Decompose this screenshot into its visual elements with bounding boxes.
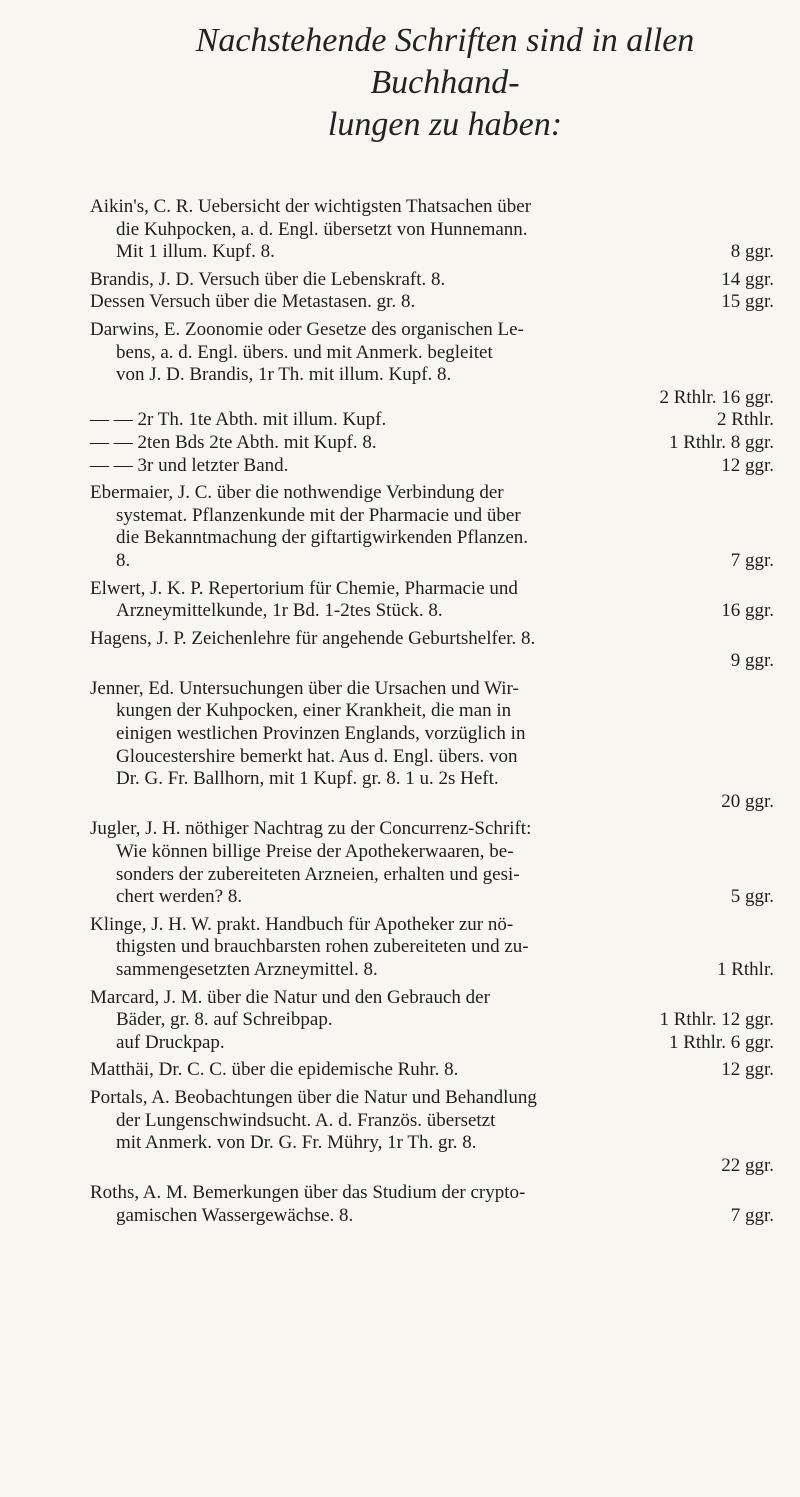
entry-line [90,600,774,623]
entry-text: Roths, A. M. Bemerkungen über das Studium der crypto- [90,1182,526,1204]
entry-text: — — 2ten Bds 2te Abth. mit Kupf. 8. [90,431,377,453]
entry-line [90,219,774,242]
entry-line [90,1205,774,1228]
entry-text: thigsten und brauchbarsten rohen zubereiteten und zu- [116,936,529,958]
entry-price: 5 ggr. [730,886,774,908]
entry-text: Wie können billige Preise der Apothekerwaaren, be- [116,841,514,863]
entry-text: Dessen Versuch über die Metastasen. gr. 8. [90,291,416,313]
entry-price: 2 Rthlr. [716,409,774,431]
book-entry [90,678,774,814]
entry-text: Darwins, E. Zoonomie oder Gesetze des organischen Le- [90,318,524,340]
entry-text: Arzneymittelkunde, 1r Bd. 1-2tes Stück. 8. [116,600,443,622]
book-entry [90,1182,774,1227]
entry-price: 1 Rthlr. 6 ggr. [668,1031,774,1053]
entry-price: 1 Rthlr. [716,959,774,980]
book-entry [90,578,774,623]
entry-text: Marcard, J. M. über die Natur und den Gebrauch der [90,986,490,1008]
book-list [90,196,774,1233]
entry-line [90,241,774,264]
entry-line [90,455,774,478]
entry-line [90,482,774,505]
entry-line [90,196,774,219]
entry-text: gamischen Wassergewächse. 8. [116,1204,354,1226]
book-entry [90,482,774,572]
entry-line [90,1087,774,1110]
entry-text: bens, a. d. Engl. übers. und mit Anmerk. begleitet [116,341,493,363]
entry-text: einigen westlichen Provinzen Englands, vorzüglich in [116,723,526,745]
entry-line [90,678,774,701]
entry-text: die Kuhpocken, a. d. Engl. übersetzt von Hunnemann. [116,218,528,240]
entry-price: 2 Rthlr. 16 ggr. [659,386,774,408]
entry-text: Ebermaier, J. C. über die nothwendige Verbindung der [90,482,504,504]
entry-line [90,1110,774,1133]
entry-line [90,269,774,292]
entry-line [90,1059,774,1082]
entry-line [90,1155,774,1178]
entry-text: sammengesetzten Arzneymittel. 8. [116,959,378,980]
entry-price: 12 ggr. [721,1059,774,1081]
entry-text: Matthäi, Dr. C. C. über die epidemische Ruhr. 8. [90,1059,459,1081]
entry-text: Aikin's, C. R. Uebersicht der wichtigsten Thatsachen über [90,196,532,217]
entry-line [90,319,774,342]
entry-price: 7 ggr. [730,549,774,571]
entry-line [90,342,774,365]
entry-text: von J. D. Brandis, 1r Th. mit illum. Kupf. 8. [116,364,452,386]
entry-price: 12 ggr. [721,454,774,476]
entry-line [90,527,774,550]
book-entry [90,987,774,1055]
entry-line [90,578,774,601]
entry-line [90,1132,774,1155]
entry-line [90,936,774,959]
book-entry [90,818,774,908]
entry-text: die Bekanntmachung der giftartigwirkenden Pflanzen. [116,527,529,549]
entry-line [90,791,774,814]
book-entry [90,628,774,673]
entry-line [90,1032,774,1055]
entry-line [90,768,774,791]
entry-price: 9 ggr. [730,650,774,672]
book-entry [90,914,774,982]
entry-text: auf Druckpap. [116,1031,225,1053]
entry-text: kungen der Kuhpocken, einer Krankheit, die man in [116,700,512,722]
entry-text: — — 2r Th. 1te Abth. mit illum. Kupf. [90,409,387,431]
entry-text: Jenner, Ed. Untersuchungen über die Ursachen und Wir- [90,677,519,699]
entry-price: 20 ggr. [721,790,774,812]
entry-price: 14 ggr. [721,268,774,290]
book-entry [90,269,774,314]
entry-line [90,1182,774,1205]
entry-price: 1 Rthlr. 12 ggr. [659,1009,774,1031]
entry-line [90,550,774,573]
entry-line [90,818,774,841]
book-entry [90,319,774,477]
entry-text: Portals, A. Beobachtungen über die Natur und Behandlung [90,1086,537,1108]
entry-text: Bäder, gr. 8. auf Schreibpap. [116,1009,333,1031]
heading-line-1: Nachstehende Schriften sind in allen Buchhand- [195,22,695,101]
entry-line [90,987,774,1010]
entry-line [90,409,774,432]
entry-price: 1 Rthlr. 8 ggr. [668,431,774,453]
entry-text: Elwert, J. K. P. Repertorium für Chemie, Pharmacie und [90,577,518,599]
entry-text: Gloucestershire bemerkt hat. Aus d. Engl. übers. von [116,745,518,767]
page-heading [125,20,765,146]
entry-line [90,364,774,387]
entry-price: 7 ggr. [730,1204,774,1226]
entry-line [90,886,774,909]
entry-line [90,864,774,887]
entry-line [90,291,774,314]
entry-text: — — 3r und letzter Band. [90,454,289,476]
entry-text: chert werden? 8. [116,886,243,908]
entry-price: 8 ggr. [730,241,774,263]
entry-line [90,387,774,410]
entry-text: sonders der zubereiteten Arzneien, erhalten und gesi- [116,863,520,885]
entry-text: mit Anmerk. von Dr. G. Fr. Mühry, 1r Th. gr. 8. [116,1132,477,1154]
entry-line [90,959,774,982]
entry-line [90,650,774,673]
entry-text: Jugler, J. H. nöthiger Nachtrag zu der Concurrenz-Schrift: [90,818,532,840]
entry-line [90,700,774,723]
book-entry [90,196,774,264]
entry-text: 8. [116,549,131,571]
entry-line [90,432,774,455]
book-entry [90,1059,774,1082]
entry-text: Brandis, J. D. Versuch über die Lebenskraft. 8. [90,268,446,290]
entry-text: Klinge, J. H. W. prakt. Handbuch für Apotheker zur nö- [90,913,514,935]
book-entry [90,1087,774,1177]
heading-line-2: lungen zu haben: [327,106,563,143]
entry-line [90,746,774,769]
entry-line [90,723,774,746]
entry-text: systemat. Pflanzenkunde mit der Pharmacie und über [116,504,521,526]
entry-text: der Lungenschwindsucht. A. d. Französ. übersetzt [116,1109,496,1131]
entry-price: 22 ggr. [721,1154,774,1176]
entry-line [90,841,774,864]
entry-text: Dr. G. Fr. Ballhorn, mit 1 Kupf. gr. 8. 1 u. 2s Heft. [116,768,499,790]
entry-text: Mit 1 illum. Kupf. 8. [116,241,275,263]
entry-line [90,1009,774,1032]
entry-price: 16 ggr. [721,600,774,622]
entry-line [90,628,774,651]
entry-line [90,914,774,937]
entry-line [90,505,774,528]
entry-text: Hagens, J. P. Zeichenlehre für angehende Geburtshelfer. 8. [90,627,536,649]
entry-price: 15 ggr. [721,291,774,313]
